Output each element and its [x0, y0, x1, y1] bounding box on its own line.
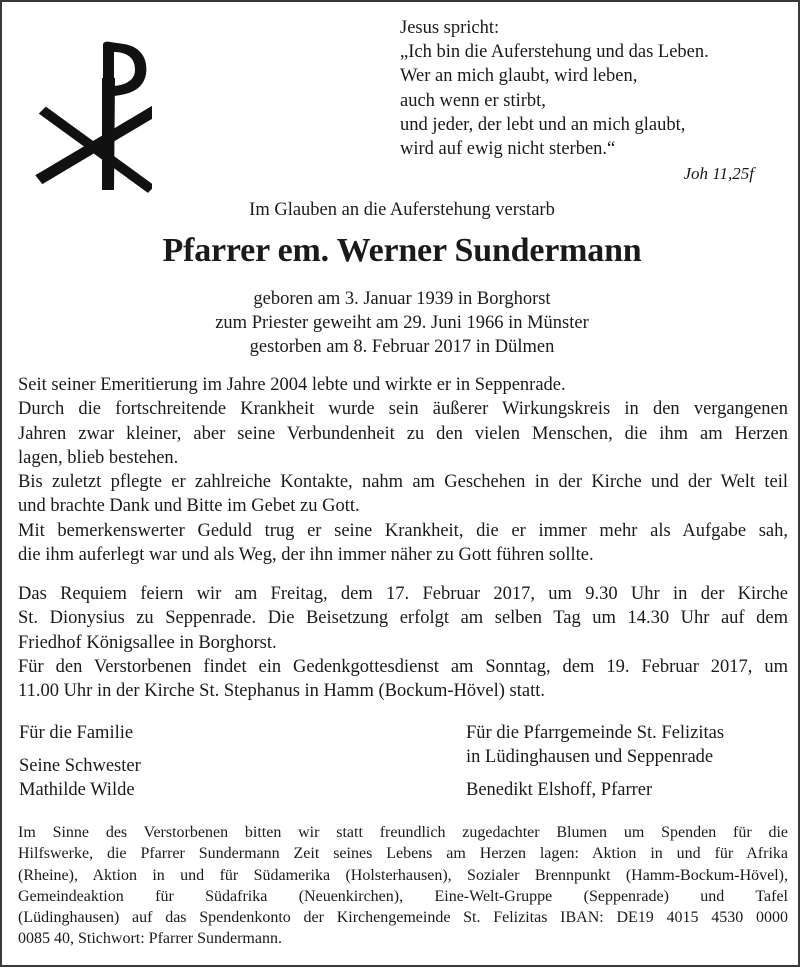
services-line: St. Dionysius zu Seppenrade. Die Beisetzung erfolgt am selben Tag um 14.30 Uhr auf dem [18, 608, 788, 629]
quote-line: wird auf ewig nicht sterben.“ [400, 139, 616, 160]
bio-line: Seit seiner Emeritierung im Jahre 2004 lebte und wirkte er in Seppenrade. [18, 375, 566, 395]
bio-line: Mit bemerkenswerter Geduld trug er seine Krankheit, die er immer mehr als Aufgabe sah, [18, 520, 788, 541]
family-relation: Seine Schwester [19, 756, 141, 776]
donation-line: Gemeindeaktion für Südafrika (Neuenkirchen), Eine-Welt-Gruppe (Seppenrade) und Tafel [18, 887, 788, 905]
bio-line: die ihm auferlegt war und als Weg, der ihn immer näher zu Gott führen sollte. [18, 545, 594, 566]
quote-speaker: Jesus spricht: [400, 18, 500, 38]
services-line: Das Requiem feiern wir am Freitag, dem 17. Februar 2017, um 9.30 Uhr in der Kirche [18, 584, 788, 604]
services-line: 11.00 Uhr in der Kirche St. Stephanus in Hamm (Bockum-Hövel) statt. [18, 681, 545, 702]
services-line: Friedhof Königsallee in Borghorst. [18, 632, 277, 653]
family-signature [19, 721, 141, 802]
donation-line: Hilfswerke, die Pfarrer Sundermann Zeit seines Lebens am Herzen lagen: Aktion in und für Afrika [18, 845, 788, 863]
biography-paragraph [18, 373, 788, 567]
intro-text: Im Glauben an die Auferstehung verstarb [249, 200, 555, 220]
quote-reference: Joh 11,25f [683, 164, 754, 184]
bio-line: und brachte Dank und Bitte im Gebet zu Gott. [18, 496, 360, 517]
deceased-name: Pfarrer em. Werner Sundermann [162, 232, 642, 269]
quote-line: und jeder, der lebt und an mich glaubt, [400, 114, 686, 135]
donation-line: 0085 40, Stichwort: Pfarrer Sundermann. [18, 930, 282, 948]
bio-line: lagen, blieb bestehen. [18, 447, 179, 468]
family-name: Mathilde Wilde [19, 780, 135, 800]
bio-line: Jahren zwar kleiner, aber seine Verbundenheit zu den vielen Menschen, die ihm am Herzen [18, 423, 788, 444]
parish-heading: Für die Pfarrgemeinde St. Felizitas [466, 723, 725, 743]
parish-priest-name: Benedikt Elshoff, Pfarrer [466, 780, 653, 800]
quote-line: auch wenn er stirbt, [400, 90, 546, 111]
parish-signature [466, 721, 724, 802]
services-paragraph [18, 582, 788, 703]
bio-line: Bis zuletzt pflegte er zahlreiche Kontakte, nahm am Geschehen in der Kirche und der Welt teil [18, 472, 788, 493]
services-line: Für den Verstorbenen findet ein Gedenkgottesdienst am Sonntag, dem 19. Februar 2017, um [18, 656, 788, 677]
family-heading: Für die Familie [19, 723, 134, 743]
parish-heading: in Lüdinghausen und Seppenrade [466, 747, 714, 767]
birth-date: geboren am 3. Januar 1939 in Borghorst [253, 289, 551, 309]
bio-line: Durch die fortschreitende Krankheit wurde sein äußerer Wirkungskreis in den vergangenen [18, 399, 788, 420]
donation-line: (Rheine), Aktion in und für Südamerika (Holsterhausen), Sozialer Brennpunkt (Hamm-Bockum-Hövel), [18, 866, 788, 884]
chi-rho-icon [30, 38, 152, 198]
death-date: gestorben am 8. Februar 2017 in Dülmen [249, 337, 555, 357]
donation-request [18, 822, 788, 950]
ordination-date: zum Priester geweiht am 29. Juni 1966 in Münster [215, 313, 589, 333]
quote-line: „Ich bin die Auferstehung und das Leben. [400, 42, 709, 63]
bible-quote [400, 16, 760, 186]
life-dates [2, 287, 800, 359]
donation-line: (Lüdinghausen) auf das Spendenkonto der Kirchengemeinde St. Felizitas IBAN: DE19 4015 4530 0000 [18, 909, 788, 927]
quote-line: Wer an mich glaubt, wird leben, [400, 66, 638, 87]
donation-line: Im Sinne des Verstorbenen bitten wir statt freundlich zugedachter Blumen um Spenden für die [18, 824, 788, 841]
spacer [466, 769, 724, 778]
spacer [19, 745, 141, 754]
